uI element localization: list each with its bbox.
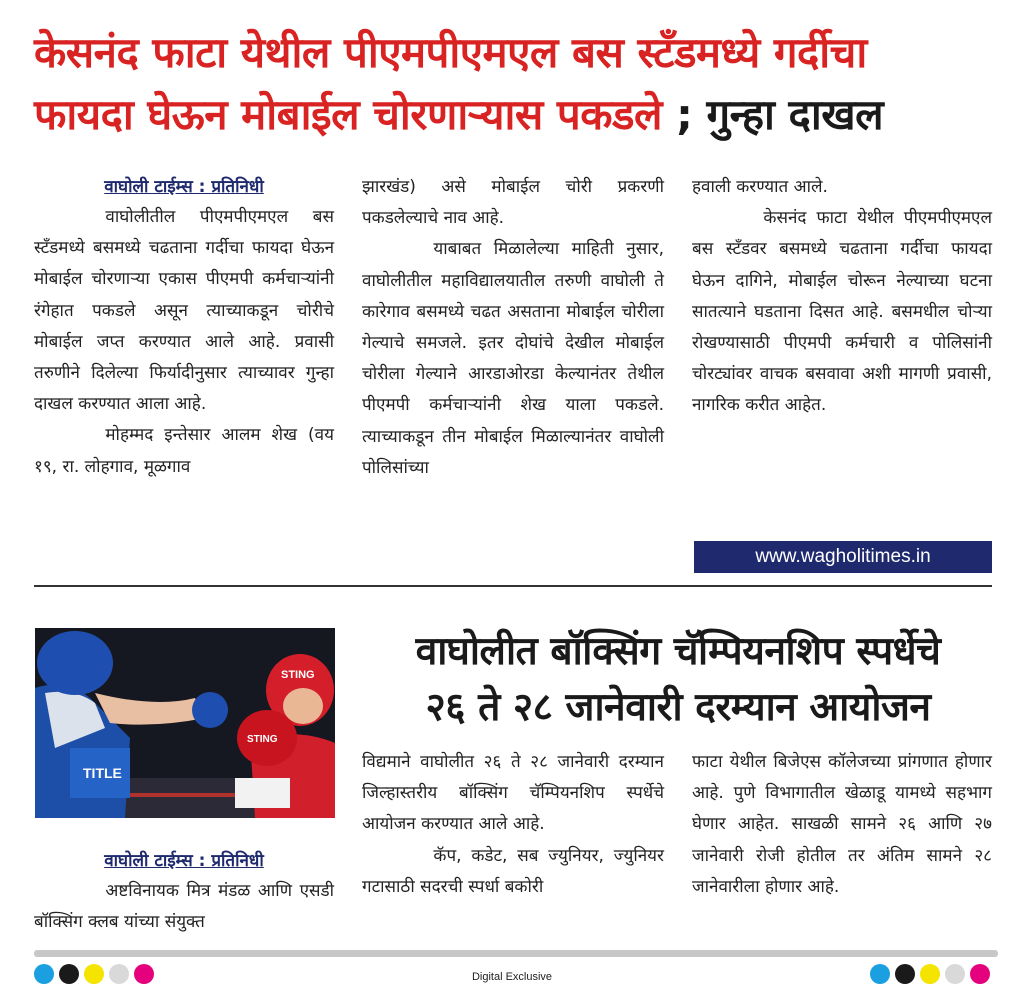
article1-paragraph: झारखंड) असे मोबाईल चोरी प्रकरणी पकडलेल्याचे नाव आहे. [362, 177, 664, 229]
article2-paragraph: विद्यमाने वाघोलीत २६ ते २८ जानेवारी दरम्यान जिल्हास्तरीय बॉक्सिंग चॅम्पियनशिप स्पर्धेचे आयोजन करण्यात आले आहे. [362, 752, 664, 835]
website-banner[interactable]: www.wagholitimes.in [694, 541, 992, 573]
registration-dot [920, 964, 940, 984]
article1-headline-line1: केसनंद फाटा येथील पीएमपीएमएल बस स्टँडमध्ये गर्दीचा [34, 28, 867, 77]
boxing-photo [35, 628, 335, 818]
article1-headline-line2: फायदा घेऊन मोबाईल चोरणाऱ्यास पकडले [34, 90, 662, 139]
section-divider [34, 585, 992, 587]
registration-dot [870, 964, 890, 984]
article2-headline-line1: वाघोलीत बॉक्सिंग चॅम्पियनशिप स्पर्धेचे [415, 629, 941, 674]
article1-paragraph: हवाली करण्यात आले. [692, 177, 828, 197]
photo-vest-text: TITLE [83, 765, 122, 781]
article2-paragraph: कॅप, कडेट, सब ज्युनियर, ज्युनियर गटासाठी सदरची स्पर्धा बकोरी [362, 845, 664, 897]
article2-paragraph: फाटा येथील बिजेएस कॉलेजच्या प्रांगणात होणार आहे. पुणे विभागातील खेळाडू यामध्ये सहभाग घेणार आहेत. साखळी सामने २६ आणि २७ जानेवारी रोजी होतील तर अंतिम सामने २८ जानेवारीला होणार आहे. [692, 752, 992, 897]
article1-paragraph: वाघोलीतील पीएमपीएमएल बस स्टँडमध्ये बसमध्ये चढताना गर्दीचा फायदा घेऊन मोबाईल चोरणाऱ्या एकास पीएमपी कर्मचाऱ्यांनी रंगेहात पकडले असून त्याच्याकडून चोरीचे मोबाईल जप्त करण्यात आले आहे. प्रवासी तरुणीने दिलेल्या फिर्यादीनुसार त्याच्यावर गुन्हा दाखल करण्यात आला आहे. [34, 207, 334, 415]
registration-dot [945, 964, 965, 984]
article1-paragraph: मोहम्मद इन्तेसार आलम शेख (वय १९, रा. लोहगाव, मूळगाव [34, 425, 334, 477]
article1-column-1 [34, 172, 334, 483]
registration-dot [970, 964, 990, 984]
boxing-photo-illustration [35, 628, 335, 818]
article1-byline: वाघोली टाईम्स : प्रतिनिधी [104, 177, 264, 197]
article1-paragraph: याबाबत मिळालेल्या माहिती नुसार, वाघोलीतील महाविद्यालयातील तरुणी वाघोली ते कारेगाव बसमध्ये चढत असताना मोबाईल चोरीला गेल्याचे समजले. इतर दोघांचे देखील मोबाईल चोरीला गेल्याने आरडाओरडा केल्यानंतर तेथील पीएमपी कर्मचाऱ्यांनी शेख याला पकडले. त्याच्याकडून तीन मोबाईल मिळाल्यानंतर वाघोली पोलिसांच्या [362, 239, 664, 478]
photo-glove-text: STING [247, 734, 278, 745]
article2-headline [362, 624, 994, 736]
article1-column-3 [692, 172, 992, 422]
article1-column-2 [362, 172, 664, 484]
article1-headline-suffix: ; गुन्हा दाखल [661, 90, 884, 139]
article2-byline: वाघोली टाईम्स : प्रतिनिधी [104, 851, 264, 871]
article2-column-1 [34, 846, 334, 938]
article1-headline [34, 22, 994, 146]
registration-dot [895, 964, 915, 984]
photo-headgear-text: STING [281, 669, 315, 681]
registration-dots-right [870, 964, 990, 984]
article2-column-2 [362, 747, 664, 903]
footer-label: Digital Exclusive [471, 971, 553, 983]
article2-paragraph: अष्टविनायक मित्र मंडळ आणि एसडी बॉक्सिंग क्लब यांच्या संयुक्त [34, 881, 334, 933]
article2-column-3 [692, 747, 992, 903]
article2-headline-line2: २६ ते २८ जानेवारी दरम्यान आयोजन [425, 685, 931, 730]
article1-paragraph: केसनंद फाटा येथील पीएमपीएमएल बस स्टँडवर बसमध्ये चढताना गर्दीचा फायदा घेऊन दागिने, मोबाईल चोरून नेल्याच्या घटना सातत्याने घडताना दिसत आहे. बसमधील चोऱ्या रोखण्यासाठी पीएमपी कर्मचारी व पोलिसांनी चोरट्यांवर वाचक बसवावा अशी मागणी प्रवासी, नागरिक करीत आहेत. [692, 208, 992, 416]
footer-bar [34, 950, 998, 957]
